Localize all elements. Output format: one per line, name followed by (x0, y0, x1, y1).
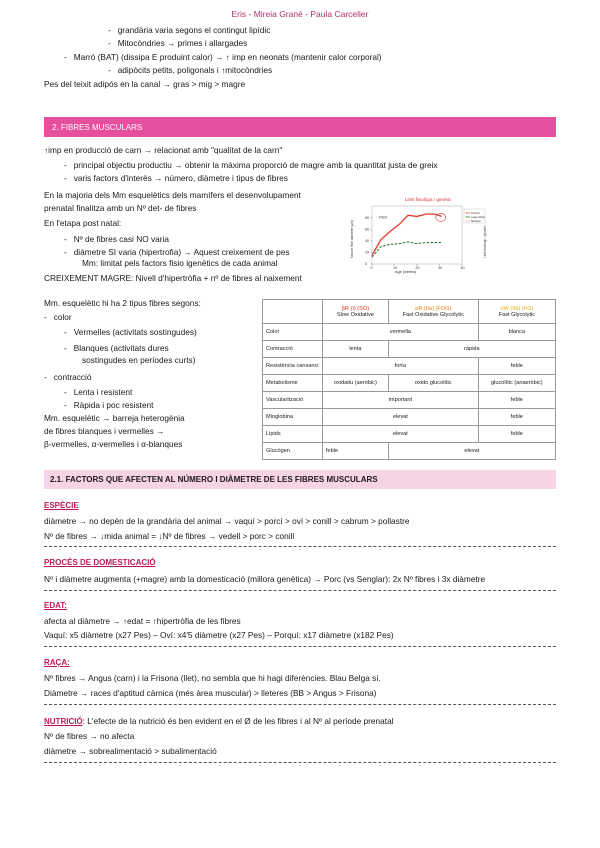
list-item: - Lenta i resistent (64, 387, 133, 397)
subsection-title: RAÇA: (44, 658, 70, 667)
table-row (263, 409, 556, 426)
table-header: βR (I) (SO) Slow Oxidative (323, 300, 389, 324)
list-item: - varis factors d'interès → número, diàmetre i tipus de fibres (64, 173, 288, 183)
paragraph: En l'etapa post natal: (44, 218, 122, 228)
subsection-title: EDAT: (44, 601, 67, 610)
table-row (263, 426, 556, 443)
chart-ylabel: Muscle fibre diameter (µm) (350, 220, 354, 258)
paragraph: de fibres blanques i vermelles → (44, 426, 165, 436)
paragraph: En la majoria dels Mm esquelètics dels mamífers el desenvolupament (44, 190, 301, 200)
table-row (263, 392, 556, 409)
table-cell: feble (323, 443, 389, 460)
table-cell: important (323, 392, 479, 409)
table-cell: feble (478, 409, 555, 426)
list-item: - Ràpida i poc resistent (64, 400, 154, 410)
paragraph: Nº de fibres → ↓mida animal = ↓Nº de fibres → vedell > porc > conill (44, 531, 295, 541)
table-row (263, 358, 556, 375)
list-item: - contracció (44, 372, 92, 382)
paragraph: Diàmetre → races d'aptitud càrnica (més àrea muscular) > lleteres (BB > Angus > Frisona) (44, 688, 377, 698)
table-cell: glucolític (anaeròbic) (478, 375, 555, 392)
paragraph: Vaquí: x5 diàmetre (x27 Pes) – Oví: x4'5 diàmetre (x27 Pes) – Porquí: x17 diàmetre (x182 Pes) (44, 630, 394, 640)
paragraph: β-vermelles, α-vermelles i α-blanques (44, 439, 183, 449)
table-cell: Mioglobina (263, 409, 323, 426)
table-cell: feble (478, 392, 555, 409)
paragraph: diàmetre → no depèn de la grandària del animal → vaquí > porcí > oví > conill > cabrum > pollastre (44, 516, 410, 526)
section-title: 2. FIBRES MUSCULARS (44, 117, 556, 137)
table-cell: Lipids (263, 426, 323, 443)
y-tick-label: 40 (365, 239, 369, 243)
paragraph: CREIXEMENT MAGRE: Nivell d'hipertròfia + nº de fibres al naixement (44, 273, 302, 283)
chart-ylabel-right: Limit fisiològic i genètic (483, 225, 487, 258)
table-cell: feble (478, 426, 555, 443)
list-item: - Blanques (activitats dures (64, 343, 169, 353)
table-cell: blanca (478, 324, 555, 341)
fiber-types-table (262, 299, 556, 460)
y-tick-label: 0 (365, 262, 367, 267)
table-cell: elevat (323, 409, 479, 426)
x-tick-label: 20 (415, 266, 420, 270)
list-item: - color (44, 312, 72, 322)
table-row (263, 375, 556, 392)
x-tick-label: 30 (438, 266, 442, 270)
chart-xlabel: Age (weeks) (395, 270, 417, 274)
table-corner (263, 300, 323, 324)
paragraph: prenatal finalitza amb un Nº det- de fibres (44, 203, 197, 213)
table-header-row (263, 300, 556, 324)
paragraph: diàmetre → sobrealimentació > subalimentació (44, 746, 217, 756)
table-cell: elevat (388, 443, 555, 460)
section-title: 2.1. FACTORS QUE AFECTEN AL NÚMERO I DIÀMETRE DE LES FIBRES MUSCULARS (44, 470, 556, 489)
legend-label: Pietrain (471, 212, 480, 215)
table-cell: elevat (323, 426, 479, 443)
list-item: - Vermelles (activitats sostingudes) (64, 327, 197, 337)
subsection-title: PROCÉS DE DOMESTICACIÓ (44, 558, 156, 567)
table-cell: Color (263, 324, 323, 341)
legend-label: Meishan (471, 220, 481, 223)
y-tick-label: 60 (365, 227, 369, 232)
paragraph: Nº i diàmetre augmenta (+magre) amb la domesticació (millora genètica) → Porc (vs Senglar): 2x Nº fibres i 3x diàmetre (44, 574, 486, 584)
x-tick-label: 40 (460, 266, 465, 270)
paragraph: ↑imp en producció de carn → relacionat amb "qualitat de la carn" (44, 145, 283, 155)
table-header: αW (IIb) (FG) Fast Glycolytic (478, 300, 555, 324)
table-cell: Vascularització (263, 392, 323, 409)
list-item: - Mitocòndries → primes i allargades (108, 38, 248, 48)
divider (44, 590, 556, 591)
list-item: - principal objectiu productiu → obtenir la màxima proporció de magre amb la quantitat justa de greix (64, 160, 438, 170)
legend-label: Large White (471, 216, 485, 219)
table-cell: vermella (323, 324, 479, 341)
list-item: - grandària varia segons el contingut lipídic (108, 25, 271, 35)
table-cell: Metabolisme (263, 375, 323, 392)
x-tick-label: 0 (370, 266, 373, 270)
page-header: Eris - Mireia Grané - Paula Carceller (231, 9, 369, 19)
growth-chart (350, 196, 490, 274)
table-cell: forta (323, 358, 479, 375)
table-cell: Resistència cansanci (263, 358, 323, 375)
list-item: - diàmetre SI varia (hipertrofia) → Aquest creixement de pes (64, 247, 290, 257)
table-row (263, 324, 556, 341)
table-cell: oxidatiu (aeròbic) (323, 375, 389, 392)
paragraph: Mm. esquelètic hi ha 2 tipus fibres segons: (44, 298, 201, 308)
list-item: - adipòcits petits, poligonals i ↑mitocòndries (108, 65, 273, 75)
divider (44, 762, 556, 763)
chart-title: Limit fisiològic i genètic (405, 197, 452, 202)
divider (44, 704, 556, 705)
list-item: Mm: limitat pels factors fisio igenètics de cada animal (82, 258, 278, 268)
table-cell: oxido glucolític (388, 375, 478, 392)
divider (44, 546, 556, 547)
paragraph: afecta al diàmetre → ↑edat = ↑hipertròfia de les fibres (44, 616, 241, 626)
table-row (263, 341, 556, 358)
paragraph: Mm. esquelètic → barreja heterogènia (44, 413, 185, 423)
series-label: Pietr (379, 214, 388, 220)
table-header: αR (IIa) (FOG) Fast Oxidative Glycolytic (388, 300, 478, 324)
list-item: - Nº de fibres casi NO varia (64, 234, 169, 244)
paragraph: NUTRICIÓ: L'efecte de la nutrició és ben evident en el Ø de les fibres i al Nº al període prenatal (44, 716, 394, 726)
y-tick-label: 80 (365, 215, 369, 220)
subsection-title: ESPÈCIE (44, 501, 79, 510)
x-tick-label: 10 (393, 266, 397, 270)
list-item: - Marró (BAT) (dissipa E produint calor) → ↑ imp en neonats (mantenir calor corporal) (64, 52, 382, 62)
table-cell: ràpida (388, 341, 555, 358)
table-cell: feble (478, 358, 555, 375)
subsection-title: NUTRICIÓ (44, 717, 83, 726)
table-cell: Contracció (263, 341, 323, 358)
table-cell: Glucògen (263, 443, 323, 460)
paragraph: Nº fibres → Angus (carn) i la Frisona (llet), no sembla que hi hagi diferències. Blau Belga sí. (44, 673, 381, 683)
list-item: sostingudes en períodes curts) (82, 355, 196, 365)
paragraph: Nº de fibres → no afecta (44, 731, 135, 741)
y-tick-label: 20 (365, 250, 369, 255)
table-cell: lenta (323, 341, 389, 358)
table-row (263, 443, 556, 460)
paragraph: Pes del teixit adipós en la canal → gras > mig > magre (44, 79, 246, 89)
divider (44, 646, 556, 647)
